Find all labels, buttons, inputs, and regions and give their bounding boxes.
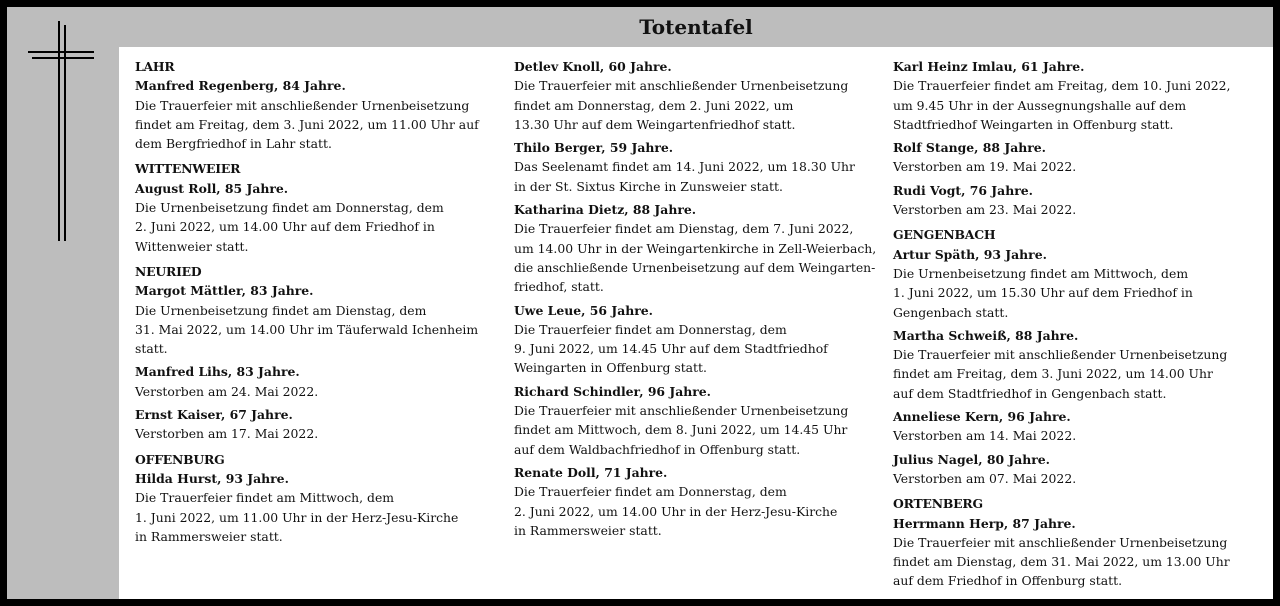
deceased-name: Manfred Regenberg, 84 Jahre. (135, 78, 346, 94)
obituary-board (7, 7, 1273, 599)
deceased-name: Ernst Kaiser, 67 Jahre. (135, 407, 293, 423)
deceased-name: Rolf Stange, 88 Jahre. (893, 140, 1046, 156)
deceased-name: Hilda Hurst, 93 Jahre. (135, 470, 289, 486)
location-heading: OFFENBURG (135, 451, 225, 467)
deceased-name: Thilo Berger, 59 Jahre. (514, 140, 674, 156)
funeral-details: Verstorben am 07. Mai 2022. (893, 470, 1077, 486)
funeral-details: Die Urnenbeisetzung findet am Mittwoch, dem 1. Juni 2022, um 15.30 Uhr auf dem Friedhof in Gengenbach statt. (893, 265, 1193, 320)
obituary-entry (514, 463, 884, 540)
deceased-name: Anneliese Kern, 96 Jahre. (893, 409, 1071, 425)
column-1 (135, 57, 505, 546)
obituary-entry (893, 407, 1263, 446)
deceased-name: Uwe Leue, 56 Jahre. (514, 302, 653, 318)
obituary-entry (514, 200, 884, 296)
funeral-details: Verstorben am 17. Mai 2022. (135, 426, 319, 442)
obituary-entry (135, 469, 505, 546)
obituary-entry (514, 57, 884, 134)
deceased-name: Manfred Lihs, 83 Jahre. (135, 364, 300, 380)
obituary-entry (893, 514, 1263, 591)
funeral-details: Verstorben am 24. Mai 2022. (135, 383, 319, 399)
deceased-name: Richard Schindler, 96 Jahre. (514, 383, 711, 399)
location-heading: GENGENBACH (893, 227, 996, 243)
location-heading: LAHR (135, 59, 175, 74)
obituary-entry (135, 405, 505, 444)
funeral-details: Die Trauerfeier mit anschließender Urnenbeisetzung findet am Dienstag, dem 31. Mai 2022, um 13.00 Uhr auf dem Friedhof in Offenburg statt. (893, 534, 1230, 589)
obituary-entry (893, 245, 1263, 322)
funeral-details: Die Urnenbeisetzung findet am Donnerstag, dem 2. Juni 2022, um 14.00 Uhr auf dem Friedhof in Wittenweier statt. (135, 200, 444, 254)
obituary-entry (893, 138, 1263, 177)
obituary-entry (893, 57, 1263, 134)
funeral-details: Die Urnenbeisetzung findet am Dienstag, dem 31. Mai 2022, um 14.00 Uhr im Täuferwald Ichenheim statt. (135, 302, 479, 357)
obituary-content (119, 47, 1273, 599)
deceased-name: Julius Nagel, 80 Jahre. (893, 451, 1051, 467)
obituary-entry (135, 76, 505, 153)
obituary-entry (135, 179, 505, 256)
deceased-name: Katharina Dietz, 88 Jahre. (514, 202, 697, 218)
funeral-details: Die Trauerfeier mit anschließender Urnenbeisetzung findet am Freitag, dem 3. Juni 2022, um 11.00 Uhr auf dem Bergfriedhof in Lahr statt. (135, 97, 479, 152)
obituary-entry (135, 281, 505, 358)
deceased-name: Karl Heinz Imlau, 61 Jahre. (893, 59, 1085, 74)
deceased-name: Renate Doll, 71 Jahre. (514, 464, 668, 480)
funeral-details: Die Trauerfeier mit anschließender Urnenbeisetzung findet am Mittwoch, dem 8. Juni 2022, um 14.45 Uhr auf dem Waldbachfriedhof in Offenburg statt. (514, 403, 849, 457)
funeral-details: Das Seelenamt findet am 14. Juni 2022, um 18.30 Uhr in der St. Sixtus Kirche in Zunsweier statt. (514, 159, 855, 194)
deceased-name: Herrmann Herp, 87 Jahre. (893, 515, 1076, 531)
deceased-name: Rudi Vogt, 76 Jahre. (893, 182, 1033, 198)
location-heading: NEURIED (135, 263, 202, 279)
funeral-details: Verstorben am 14. Mai 2022. (893, 428, 1077, 444)
obituary-entry (893, 326, 1263, 403)
column-3 (893, 57, 1263, 591)
obituary-entry (514, 382, 884, 459)
location-heading: ORTENBERG (893, 496, 983, 512)
funeral-details: Die Trauerfeier findet am Donnerstag, dem 9. Juni 2022, um 14.45 Uhr auf dem Stadtfriedhof Weingarten in Offenburg statt. (514, 321, 828, 376)
funeral-details: Die Trauerfeier findet am Mittwoch, dem 1. Juni 2022, um 11.00 Uhr in der Herz-Jesu-Kirche in Rammersweier statt. (135, 490, 459, 544)
funeral-details: Verstorben am 19. Mai 2022. (893, 159, 1077, 175)
funeral-details: Die Trauerfeier findet am Donnerstag, dem 2. Juni 2022, um 14.00 Uhr in der Herz-Jesu-Kirche in Rammersweier statt. (514, 484, 838, 538)
funeral-details: Die Trauerfeier findet am Dienstag, dem 7. Juni 2022, um 14.00 Uhr in der Weingartenkirche in Zell-Weierbach, die anschließende Urnenbeisetzung auf dem Weingarten- friedhof, statt. (514, 221, 877, 295)
obituary-entry (893, 181, 1263, 220)
deceased-name: Margot Mättler, 83 Jahre. (135, 283, 314, 299)
funeral-details: Verstorben am 23. Mai 2022. (893, 202, 1077, 218)
obituary-entry (135, 362, 505, 401)
funeral-details: Die Trauerfeier mit anschließender Urnenbeisetzung findet am Donnerstag, dem 2. Juni 2022, um 13.30 Uhr auf dem Weingartenfriedhof statt. (514, 78, 849, 132)
obituary-entry (893, 450, 1263, 489)
column-2 (514, 57, 884, 540)
obituary-entry (514, 138, 884, 196)
obituary-entry (514, 301, 884, 378)
page-title: Totentafel (639, 15, 753, 39)
deceased-name: August Roll, 85 Jahre. (135, 180, 289, 196)
deceased-name: Artur Späth, 93 Jahre. (893, 246, 1047, 262)
funeral-details: Die Trauerfeier findet am Freitag, dem 10. Juni 2022, um 9.45 Uhr in der Aussegnungshalle auf dem Stadtfriedhof Weingarten in Offenburg statt. (893, 78, 1231, 132)
funeral-details: Die Trauerfeier mit anschließender Urnenbeisetzung findet am Freitag, dem 3. Juni 2022, um 14.00 Uhr auf dem Stadtfriedhof in Gengenbach statt. (893, 347, 1228, 401)
location-heading: WITTENWEIER (135, 161, 241, 177)
deceased-name: Martha Schweiß, 88 Jahre. (893, 327, 1079, 343)
deceased-name: Detlev Knoll, 60 Jahre. (514, 59, 672, 74)
